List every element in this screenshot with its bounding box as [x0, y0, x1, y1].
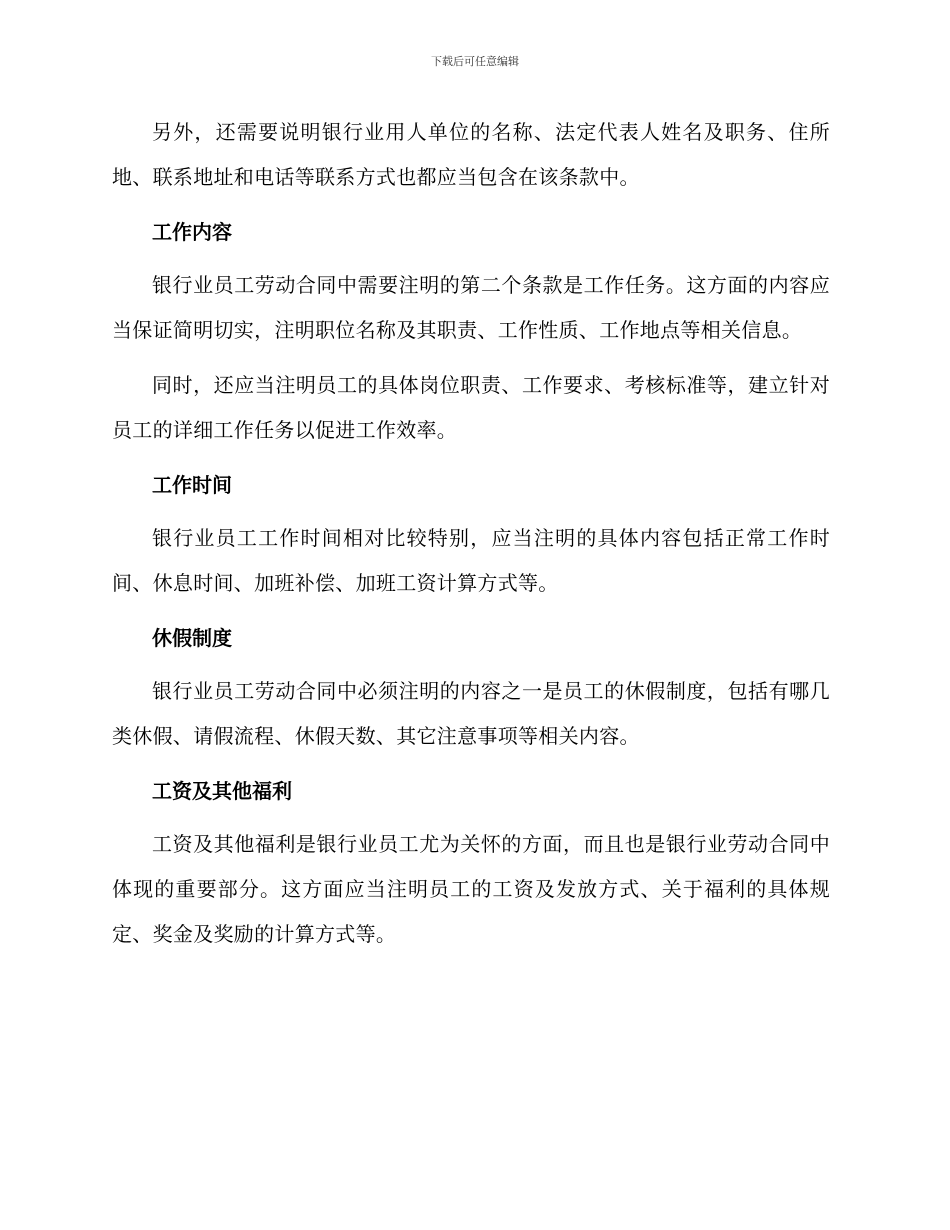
paragraph-job-duties: 同时，还应当注明员工的具体岗位职责、工作要求、考核标准等，建立针对员工的详细工作任务以促进工作效率。 [112, 373, 830, 442]
paragraph-work-task: 银行业员工劳动合同中需要注明的第二个条款是工作任务。这方面的内容应当保证简明切实，注明职位名称及其职责、工作性质、工作地点等相关信息。 [112, 273, 830, 342]
section-heading-leave-policy: 休假制度 [152, 626, 232, 650]
page-header-note: 下载后可任意编辑 [431, 55, 519, 68]
section-heading-salary-benefits: 工资及其他福利 [152, 779, 292, 803]
section-heading-work-content: 工作内容 [152, 220, 232, 244]
paragraph-work-hours: 银行业员工工作时间相对比较特别，应当注明的具体内容包括正常工作时间、休息时间、加班补偿、加班工资计算方式等。 [112, 526, 830, 595]
document-body [112, 110, 830, 967]
section-heading-work-hours: 工作时间 [152, 473, 232, 497]
paragraph-salary-benefits: 工资及其他福利是银行业员工尤为关怀的方面，而且也是银行业劳动合同中体现的重要部分。这方面应当注明员工的工资及发放方式、关于福利的具体规定、奖金及奖励的计算方式等。 [112, 832, 830, 946]
paragraph-leave-policy: 银行业员工劳动合同中必须注明的内容之一是员工的休假制度，包括有哪几类休假、请假流程、休假天数、其它注意事项等相关内容。 [112, 679, 830, 748]
paragraph-employer-info: 另外，还需要说明银行业用人单位的名称、法定代表人姓名及职务、住所地、联系地址和电话等联系方式也都应当包含在该条款中。 [112, 120, 830, 189]
